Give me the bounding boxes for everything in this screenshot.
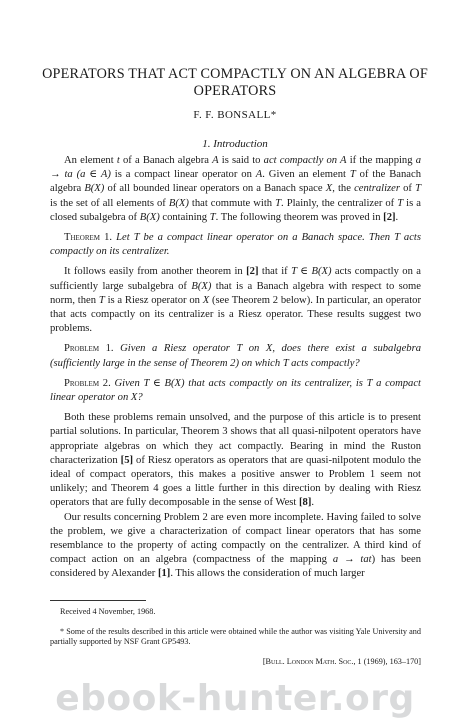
citation-ref: [2] [246,266,259,278]
problem-1 [50,342,421,370]
problem-text: Given a Riesz operator T on X, does there exist a subalgebra (sufficiently large in the sense of Theorem 2) on which T acts compactly? [50,343,421,369]
theorem-1 [50,231,421,259]
citation-ref: [2] [383,211,396,223]
problem-label: Problem 1. [64,343,114,355]
paper-body [50,154,421,582]
problem-text: Given T ∈ B(X) that acts compactly on its centralizer, is T a compact linear operator on X? [50,377,421,404]
theorem-text: Let T be a compact linear operator on a Banach space. Then T acts compactly on its centralizer. [50,232,421,258]
paper-title: OPERATORS THAT ACT COMPACTLY ON AN ALGEBRA OF OPERATORS [42,66,428,99]
paragraph-2: It follows easily from another theorem in [2] that if T ∈ B(X) acts compactly on a sufficiently large subalgebra of B(X) that is a Banach algebra with respect to some norm, then T is a Riesz operator on X (see Theorem 2 below). In particular, an operator that acts compactly on its centralizer is a Riesz operator. These results suggest two problems. [50,266,422,335]
citation-ref: [1] [157,568,171,580]
section-heading: 1. Introduction [202,138,268,150]
problem-2 [50,377,421,405]
author-footnote: * Some of the results described in this article were obtained while the author was visiting Yale University and partially supported by NSF Grant GP5493. [50,627,421,647]
journal-citation: [Bull. London Math. Soc., 1 (1969), 163–170] [262,657,421,666]
citation-ref: [8] [299,497,312,509]
problem-label: Problem 2. [64,377,111,389]
citation-ref: [5] [120,454,134,466]
intro-paragraph: An element t of a Banach algebra A is said to act compactly on A if the mapping a → ta (a ∈ A) is a compact linear operator on A. Given an element T of the Banach algebra B(X) of all bounded linear operators on a Banach space X, the centralizer of T is the set of all elements of B(X) that commute with T. Plainly, the centralizer of T is a closed subalgebra of B(X) containing T. The following theorem was proved in [2]. [50,155,421,223]
theorem-label: Theorem 1. [64,232,113,244]
paragraph-4: Our results concerning Problem 2 are even more incomplete. Having failed to solve the problem, we give a characterization of compact linear operators that has some resemblance to the property of acting compactly on the centralizer. A third kind of compact action on an algebra (compactness of the mapping a → tat) has been considered by Alexander [1]. This allows the consideration of much larger [50,511,421,580]
watermark: ebook-hunter.org [55,678,415,719]
received-date: Received 4 November, 1968. [60,607,156,616]
paper-author: F. F. BONSALL* [193,109,277,121]
footnote-rule [50,600,146,601]
paragraph-3: Both these problems remain unsolved, and the purpose of this article is to present partial solutions. In particular, Theorem 3 shows that all quasi-nilpotent operators have appropriate algebras on which they act compactly. Bearing in mind the Ruston characterization [5] of Riesz operators as operators that are quasi-nilpotent modulo the ideal of compact operators, this makes a positive answer to Problem 1 seem not unlikely; and Theorem 4 goes a little further in this direction by dealing with Riesz operators that are fully decomposable in the sense of West [8]. [50,412,421,509]
